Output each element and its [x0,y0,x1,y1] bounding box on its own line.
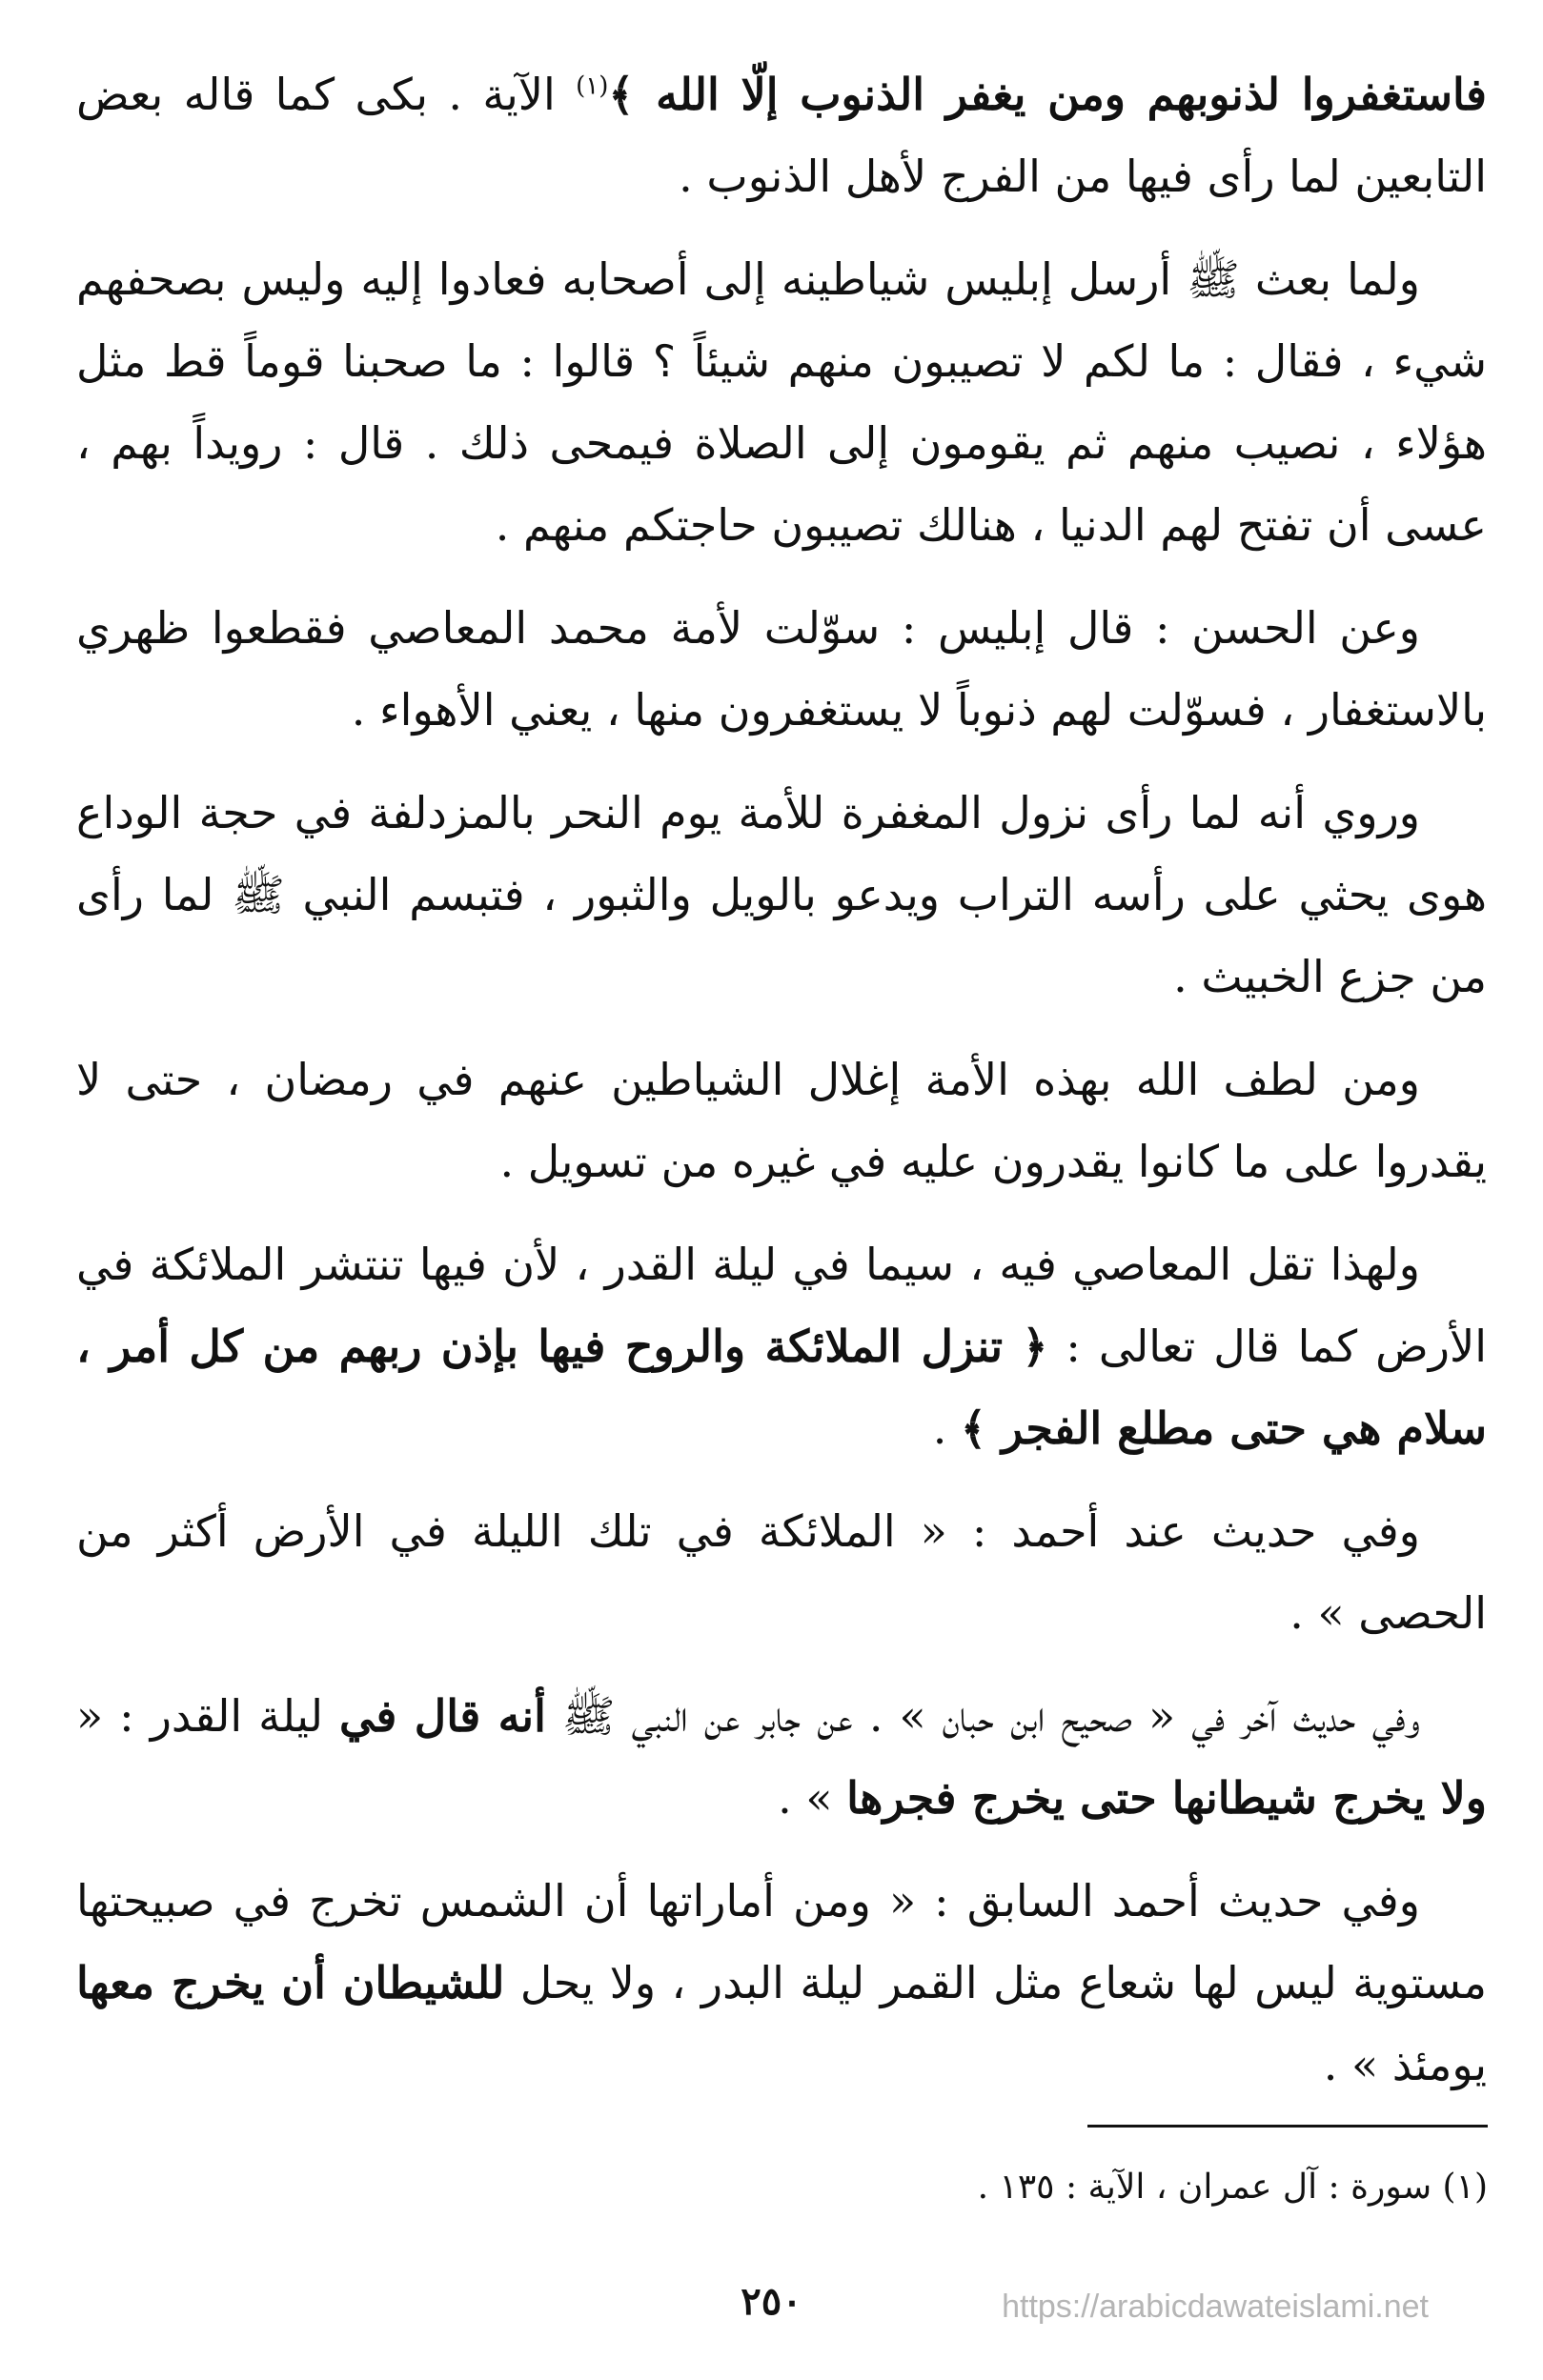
paragraph [76,238,1487,566]
quoted-text: فاستغفروا لذنوبهم ومن يغفر الذنوب إلّا الله ﴾ [608,69,1487,120]
paragraph-text: » . [778,1772,847,1824]
paragraph-text: ليلة القدر : « [76,1690,340,1742]
paragraph [76,772,1487,1018]
paragraph-text: . [932,1402,962,1454]
paragraph-text: يومئذ » . [1323,2039,1487,2090]
paragraph-text: وفي حديث عند أحمد : « الملائكة في تلك الليلة في الأرض أكثر من الحصى » . [76,1505,1487,1639]
quoted-text: ﴿ تنزل الملائكة والروح فيها بإذن ربهم من كل أمر ، سلام هي حتى مطلع الفجر ﴾ [76,1321,1487,1454]
paragraph [76,1860,1487,2106]
quoted-text: ولا يخرج شيطانها حتى يخرج فجرها [846,1772,1487,1824]
paragraph [76,1490,1487,1654]
paragraph-text: وعن الحسن : قال إبليس : سوّلت لأمة محمد المعاصي فقطعوا ظهري بالاستغفار ، فسوّلت لهم ذنوباً لا يستغفرون منها ، يعني الأهواء . [76,602,1487,736]
footnote: (١) سورة : آل عمران ، الآية : ١٣٥ . [977,2168,1488,2207]
paragraph [76,1675,1487,1839]
paragraph-text: وفي حديث أحمد السابق : « ومن أماراتها أن الشمس تخرج في صبيحتها مستوية ليس لها شعاع مثل القمر ليلة البدر ، ولا يحل [76,1875,1488,2008]
footnote-divider [1087,2125,1488,2128]
document-body [76,53,1487,2127]
paragraph [76,1223,1487,1469]
paragraph-text: وروي أنه لما رأى نزول المغفرة للأمة يوم النحر بالمزدلفة في حجة الوداع هوى يحثي على رأسه التراب ويدعو بالويل والثبور ، فتبسم النبي ﷺ لما رأى من جزع الخبيث . [76,787,1487,1002]
paragraph-text: وفي حديث آخر في « صحيح ابن حبان » . عن جابر عن النبي ﷺ [545,1690,1421,1742]
paragraph [76,587,1487,751]
footnote-ref[interactable]: (١) [576,71,609,101]
paragraph-text: الآية . بكى كما قاله بعض التابعين لما رأى فيها من الفرج لأهل الذنوب . [76,69,1487,202]
paragraph-text: ولهذا تقل المعاصي فيه ، سيما في ليلة القدر ، لأن فيها تنتشر الملائكة في الأرض كما قال تعالى : [76,1239,1487,1372]
page-number: ٢٥٠ [741,2279,802,2324]
paragraph-text: ومن لطف الله بهذه الأمة إغلال الشياطين عنهم في رمضان ، حتى لا يقدروا على ما كانوا يقدرون عليه في غيره من تسويل . [76,1054,1487,1187]
quoted-text: للشيطان أن يخرج معها [76,1957,505,2008]
quoted-text: أنه قال في [339,1690,546,1742]
watermark-url: https://arabicdawateislami.net [1002,2289,1429,2325]
paragraph [76,53,1487,217]
paragraph-text: ولما بعث ﷺ أرسل إبليس شياطينه إلى أصحابه فعادوا إليه وليس بصحفهم شيء ، فقال : ما لكم لا تصيبون منهم شيئاً ؟ قالوا : ما صحبنا قوماً قط مثل هؤلاء ، نصيب منهم ثم يقومون إلى الصلاة فيمحى ذلك . قال : رويداً بهم ، عسى أن تفتح لهم الدنيا ، هنالك تصيبون حاجتكم منهم . [76,253,1487,551]
paragraph [76,1039,1487,1202]
